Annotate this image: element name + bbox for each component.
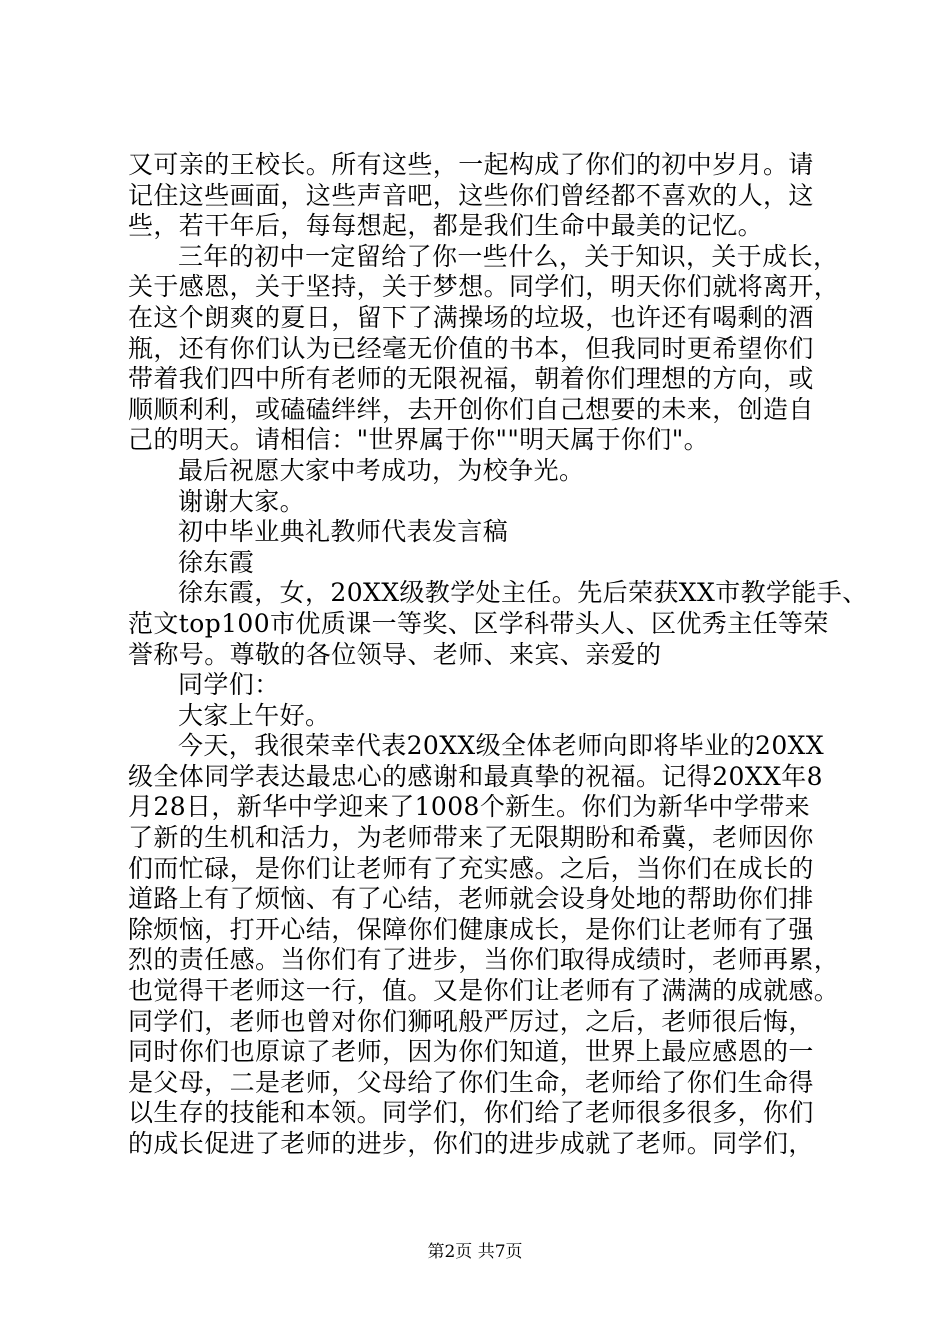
text-line: 又可亲的王校长。所有这些，一起构成了你们的初中岁月。请 <box>128 150 814 179</box>
text-line: 同学们，老师也曾对你们狮吼般严厉过，之后，老师很后悔， <box>128 1006 814 1036</box>
text-line: 了新的生机和活力，为老师带来了无限期盼和希冀，老师因你 <box>128 823 814 853</box>
text-line: 烈的责任感。当你们有了进步，当你们取得成绩时，老师再累， <box>128 945 840 975</box>
text-line: 己的明天。请相信："世界属于你""明天属于你们"。 <box>128 425 709 455</box>
text-line: 誉称号。尊敬的各位领导、老师、来宾、亲爱的 <box>128 639 662 669</box>
text-line: 范文top100市优质课一等奖、区学科带头人、区优秀主任等荣 <box>128 608 829 638</box>
text-line: 月28日，新华中学迎来了1008个新生。你们为新华中学带来 <box>128 792 811 822</box>
text-line: 带着我们四中所有老师的无限祝福，朝着你们理想的方向，或 <box>128 364 814 394</box>
text-line: 徐东霞 <box>178 547 255 577</box>
text-line: 三年的初中一定留给了你一些什么，关于知识，关于成长， <box>178 241 839 271</box>
text-line: 最后祝愿大家中考成功，为校争光。 <box>178 455 585 485</box>
document-body <box>128 150 868 1160</box>
text-line: 在这个朗爽的夏日，留下了满操场的垃圾，也许还有喝剩的酒 <box>128 302 814 332</box>
text-line: 是父母，二是老师，父母给了你们生命，老师给了你们生命得 <box>128 1067 814 1097</box>
text-line: 同时你们也原谅了老师，因为你们知道，世界上最应感恩的一 <box>128 1037 814 1067</box>
text-line: 些，若干年后，每每想起，都是我们生命中最美的记忆。 <box>128 211 764 241</box>
text-line: 级全体同学表达最忠心的感谢和最真挚的祝福。记得20XX年8 <box>128 761 823 791</box>
text-line: 初中毕业典礼教师代表发言稿 <box>178 517 509 547</box>
page-footer: 第2页 共7页 <box>427 1242 523 1262</box>
text-line: 瓶，还有你们认为已经毫无价值的书本，但我同时更希望你们 <box>128 333 814 363</box>
text-line: 大家上午好。 <box>178 700 331 730</box>
text-line: 也觉得干老师这一行，值。又是你们让老师有了满满的成就感。 <box>128 976 840 1006</box>
text-line: 顺顺利利，或磕磕绊绊，去开创你们自己想要的未来，创造自 <box>128 394 814 424</box>
text-line: 记住这些画面，这些声音吧，这些你们曾经都不喜欢的人，这 <box>128 180 814 210</box>
text-line: 今天，我很荣幸代表20XX级全体老师向即将毕业的20XX <box>178 731 825 761</box>
text-line: 们而忙碌，是你们让老师有了充实感。之后，当你们在成长的 <box>128 853 814 883</box>
text-line: 谢谢大家。 <box>178 486 306 516</box>
text-line: 以生存的技能和本领。同学们，你们给了老师很多很多，你们 <box>128 1098 814 1128</box>
text-line: 徐东霞，女，20XX级教学处主任。先后荣获XX市教学能手、 <box>178 578 868 608</box>
text-line: 道路上有了烦恼、有了心结，老师就会设身处地的帮助你们排 <box>128 884 814 914</box>
text-line: 的成长促进了老师的进步，你们的进步成就了老师。同学们， <box>128 1129 814 1158</box>
text-line: 关于感恩，关于坚持，关于梦想。同学们，明天你们就将离开， <box>128 272 840 302</box>
text-line: 除烦恼，打开心结，保障你们健康成长，是你们让老师有了强 <box>128 914 814 944</box>
text-line: 同学们： <box>178 670 280 700</box>
